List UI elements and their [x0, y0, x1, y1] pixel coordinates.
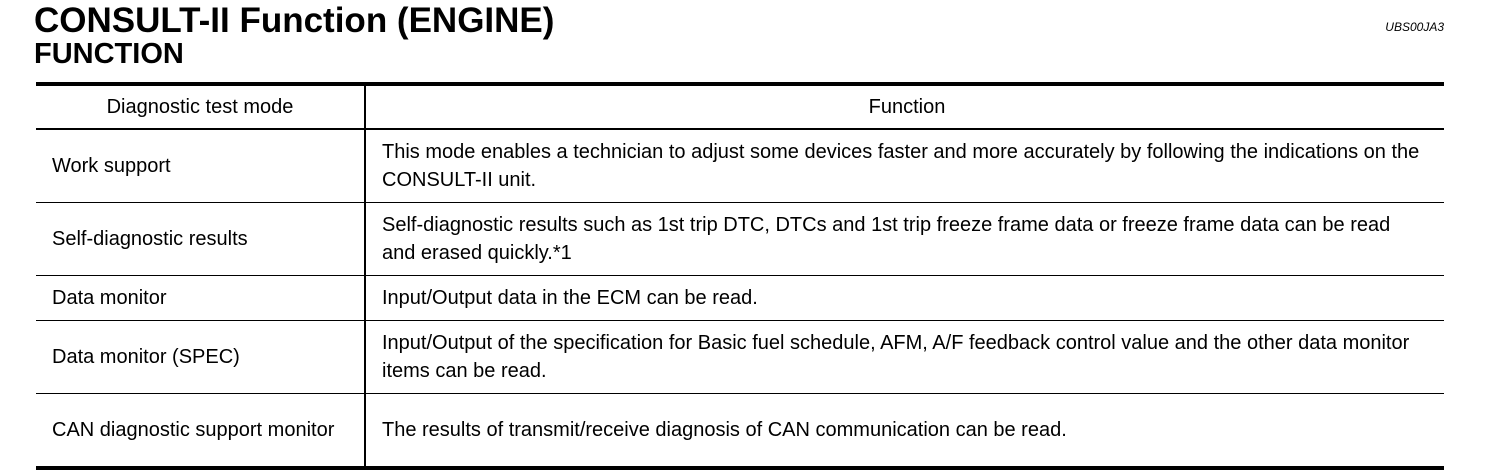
mode-cell: CAN diagnostic support monitor	[36, 394, 365, 469]
mode-cell: Self-diagnostic results	[36, 203, 365, 276]
mode-cell: Data monitor (SPEC)	[36, 321, 365, 394]
function-cell: Self-diagnostic results such as 1st trip DTC, DTCs and 1st trip freeze frame data or freeze frame data can be read and erased quickly.*1	[365, 203, 1444, 276]
mode-cell: Data monitor	[36, 276, 365, 321]
table-row	[36, 394, 1444, 469]
column-header-mode: Diagnostic test mode	[36, 84, 365, 129]
page-title: CONSULT-II Function (ENGINE)	[34, 1, 555, 40]
table-header-row	[36, 84, 1444, 129]
table-row	[36, 321, 1444, 394]
column-header-function: Function	[365, 84, 1444, 129]
function-cell: This mode enables a technician to adjust some devices faster and more accurately by following the indications on the CONSULT-II unit.	[365, 129, 1444, 203]
function-table	[36, 82, 1444, 470]
document-code: UBS00JA3	[1385, 20, 1444, 34]
section-title: FUNCTION	[34, 38, 184, 70]
function-cell: Input/Output of the specification for Basic fuel schedule, AFM, A/F feedback control value and the other data monitor items can be read.	[365, 321, 1444, 394]
table-row	[36, 203, 1444, 276]
function-cell: Input/Output data in the ECM can be read.	[365, 276, 1444, 321]
function-cell: The results of transmit/receive diagnosis of CAN communication can be read.	[365, 394, 1444, 469]
table-row	[36, 129, 1444, 203]
mode-cell: Work support	[36, 129, 365, 203]
table-row	[36, 276, 1444, 321]
